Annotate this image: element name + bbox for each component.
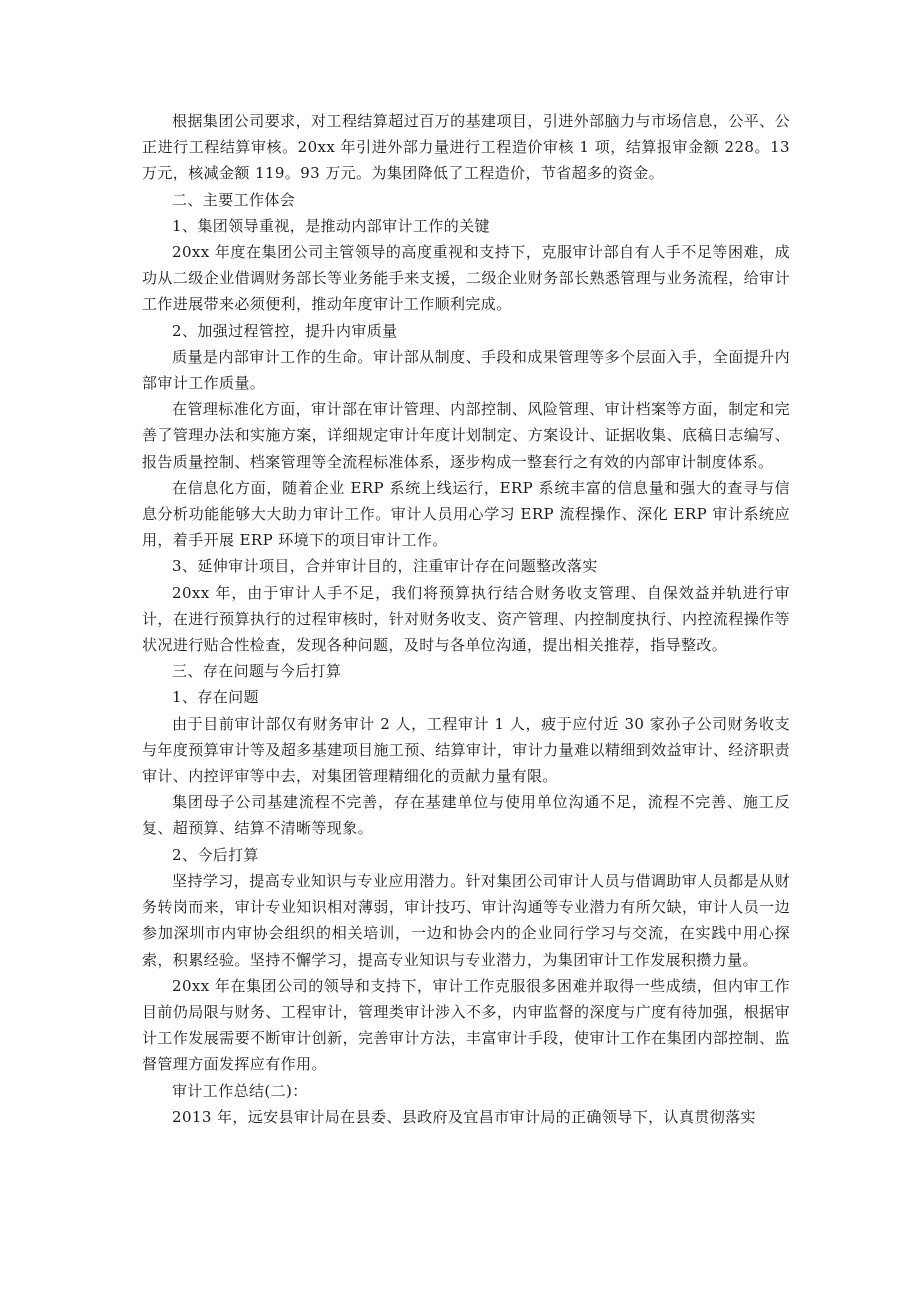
paragraph-1: 根据集团公司要求，对工程结算超过百万的基建项目，引进外部脑力与市场信息，公平、公正进行工程结算审核。20xx 年引进外部力量进行工程造价审核 1 项，结算报审金额 228。13 万元，核减金额 119。93 万元。为集团降低了工程造价，节省超多的资金。 — [142, 112, 790, 183]
paragraph-2-3: 20xx 年，由于审计人手不足，我们将预算执行结合财务收支管理、自保效益并轨进行审计，在进行预算执行的过程审核时，针对财务收支、资产管理、内控制度执行、内控流程操作等状况进行贴合性检查，发现各种问题，及时与各单位沟通，提出相关推荐，指导整改。 — [142, 583, 790, 655]
subheading-3-2: 2、今后打算 — [172, 845, 259, 864]
paragraph-2-1: 20xx 年度在集团公司主管领导的高度重视和支持下，克服审计部自有人手不足等困难，成功从二级企业借调财务部长等业务能手来支援，二级企业财务部长熟悉管理与业务流程，给审计工作进展带来必须便利，推动年度审计工作顺利完成。 — [142, 243, 790, 314]
paragraph-3-2b: 20xx 年在集团公司的领导和支持下，审计工作克服很多困难并取得一些成绩，但内审工作目前仍局限与财务、工程审计，管理类审计涉入不多，内审监督的深度与广度有待加强，根据审计工作发展需要不断审计创新，完善审计方法，丰富审计手段，使审计工作在集团内部控制、监督管理方面发挥应有作用。 — [142, 976, 790, 1074]
paragraph-2-2a: 质量是内部审计工作的生命。审计部从制度、手段和成果管理等多个层面入手，全面提升内部审计工作质量。 — [142, 347, 790, 393]
paragraph-3-2a: 坚持学习，提高专业知识与专业应用潜力。针对集团公司审计人员与借调助审人员都是从财务转岗而来，审计专业知识相对薄弱，审计技巧、审计沟通等专业潜力有所欠缺，审计人员一边参加深圳市内审协会组织的相关培训，一边和协会内的企业同行学习与交流，在实践中用心探索，积累经验。坚持不懈学习，提高专业知识与专业潜力，为集团审计工作发展积攒力量。 — [142, 871, 790, 969]
subheading-2-3: 3、延伸审计项目，合并审计目的，注重审计存在问题整改落实 — [172, 557, 598, 576]
paragraph-3-1a: 由于目前审计部仅有财务审计 2 人，工程审计 1 人，疲于应付近 30 家孙子公司财务收支与年度预算审计等及超多基建项目施工预、结算审计，审计力量难以精细到效益审计、经济职责审计、内控评审等中去，对集团管理精细化的贡献力量有限。 — [142, 714, 790, 786]
paragraph-part-2-intro: 2013 年，远安县审计局在县委、县政府及宜昌市审计局的正确领导下，认真贯彻落实 — [172, 1107, 756, 1126]
paragraph-2-2b: 在管理标准化方面，审计部在审计管理、内部控制、风险管理、审计档案等方面，制定和完善了管理办法和实施方案，详细规定审计年度计划制定、方案设计、证据收集、底稿日志编写、报告质量控制、档案管理等全流程标准体系，逐步构成一整套行之有效的内部审计制度体系。 — [142, 400, 790, 471]
subheading-2-1: 1、集团领导重视，是推动内部审计工作的关键 — [172, 216, 490, 235]
subheading-3-1: 1、存在问题 — [172, 688, 259, 707]
subheading-2-2: 2、加强过程管控，提升内审质量 — [172, 321, 398, 340]
document-page — [142, 108, 790, 1130]
paragraph-2-2c: 在信息化方面，随着企业 ERP 系统上线运行，ERP 系统丰富的信息量和强大的查寻与信息分析功能能够大大助力审计工作。审计人员用心学习 ERP 流程操作、深化 ERP 审计系统应用，着手开展 ERP 环境下的项目审计工作。 — [142, 478, 790, 550]
section-heading-part-2: 审计工作总结(二)： — [172, 1081, 308, 1100]
section-heading-3: 三、存在问题与今后打算 — [172, 662, 342, 681]
paragraph-3-1b: 集团母子公司基建流程不完善，存在基建单位与使用单位沟通不足，流程不完善、施工反复、超预算、结算不清晰等现象。 — [142, 793, 790, 838]
section-heading-2: 二、主要工作体会 — [172, 190, 296, 209]
